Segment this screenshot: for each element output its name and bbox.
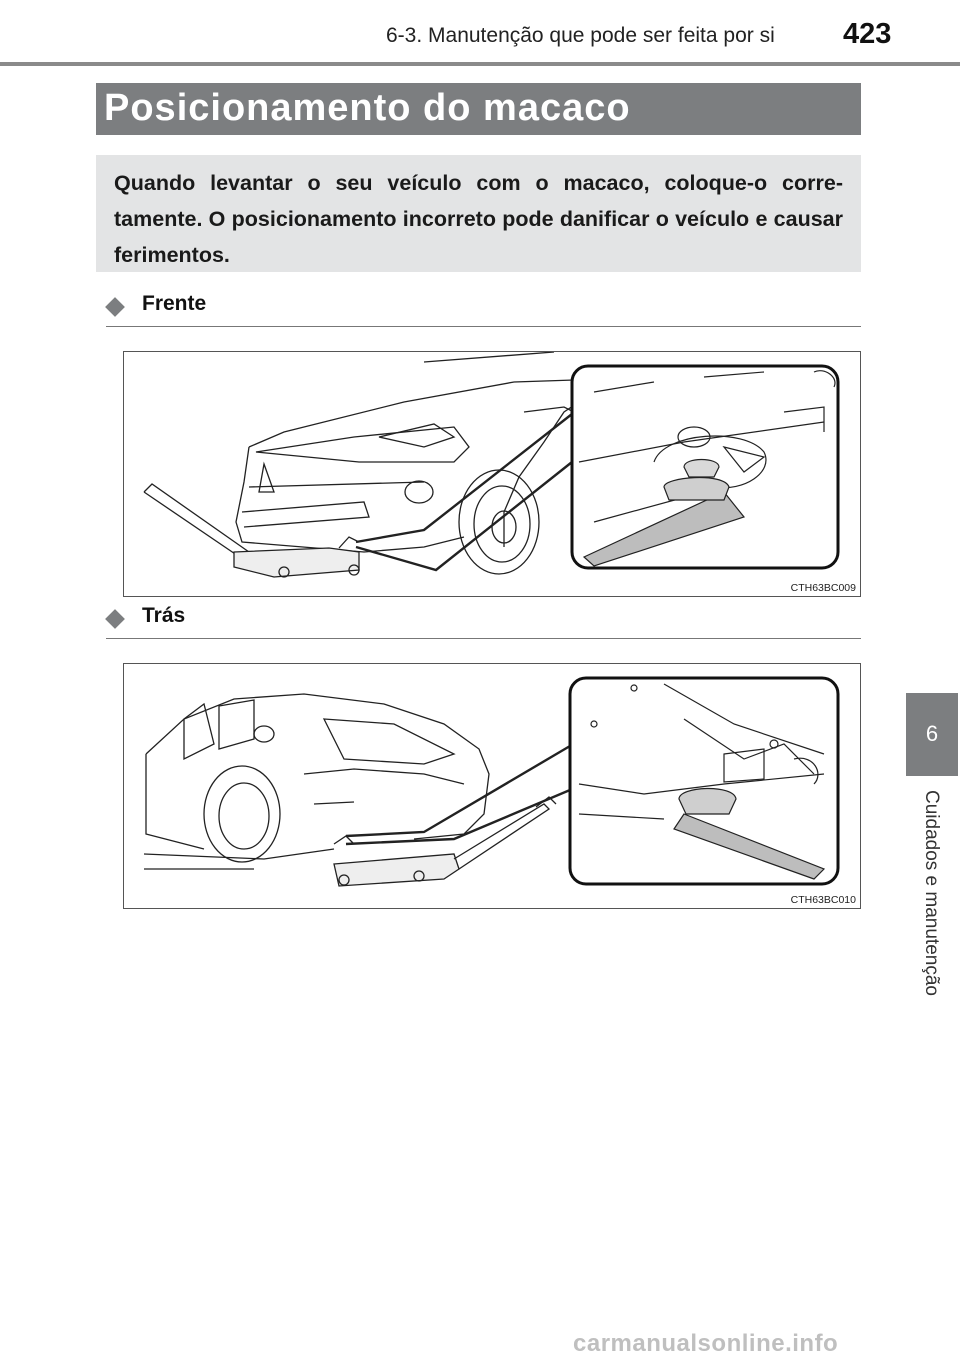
subsection-front [106, 292, 861, 327]
figure-front-jack [123, 351, 861, 597]
chapter-title: Cuidados e manutenção [921, 790, 942, 996]
figure-rear-jack [123, 663, 861, 909]
chapter-number: 6 [925, 721, 939, 746]
header-title: 6-3. Manutenção que pode ser feita por si [386, 24, 775, 47]
diamond-bullet-icon [105, 609, 125, 629]
figure-code: CTH63BC009 [790, 582, 856, 594]
intro-text: Quando levantar o seu veículo com o macaco, coloque-o corre-tamente. O posicionamento incorreto pode danificar o veículo e causar ferimentos. [114, 171, 843, 267]
section-title: Posicionamento do macaco [104, 87, 631, 129]
section-heading [96, 83, 861, 135]
rear-jack-illustration [124, 664, 860, 908]
header-rule [0, 62, 960, 66]
intro-box [96, 155, 861, 272]
diamond-bullet-icon [105, 297, 125, 317]
figure-code: CTH63BC010 [790, 894, 856, 906]
page-number: 423 [843, 18, 892, 50]
watermark: carmanualsonline.info [573, 1330, 839, 1357]
front-jack-illustration [124, 352, 860, 596]
chapter-tab [906, 693, 958, 776]
subsection-label: Frente [142, 292, 207, 315]
subsection-rear [106, 604, 861, 639]
subsection-label: Trás [142, 604, 186, 627]
